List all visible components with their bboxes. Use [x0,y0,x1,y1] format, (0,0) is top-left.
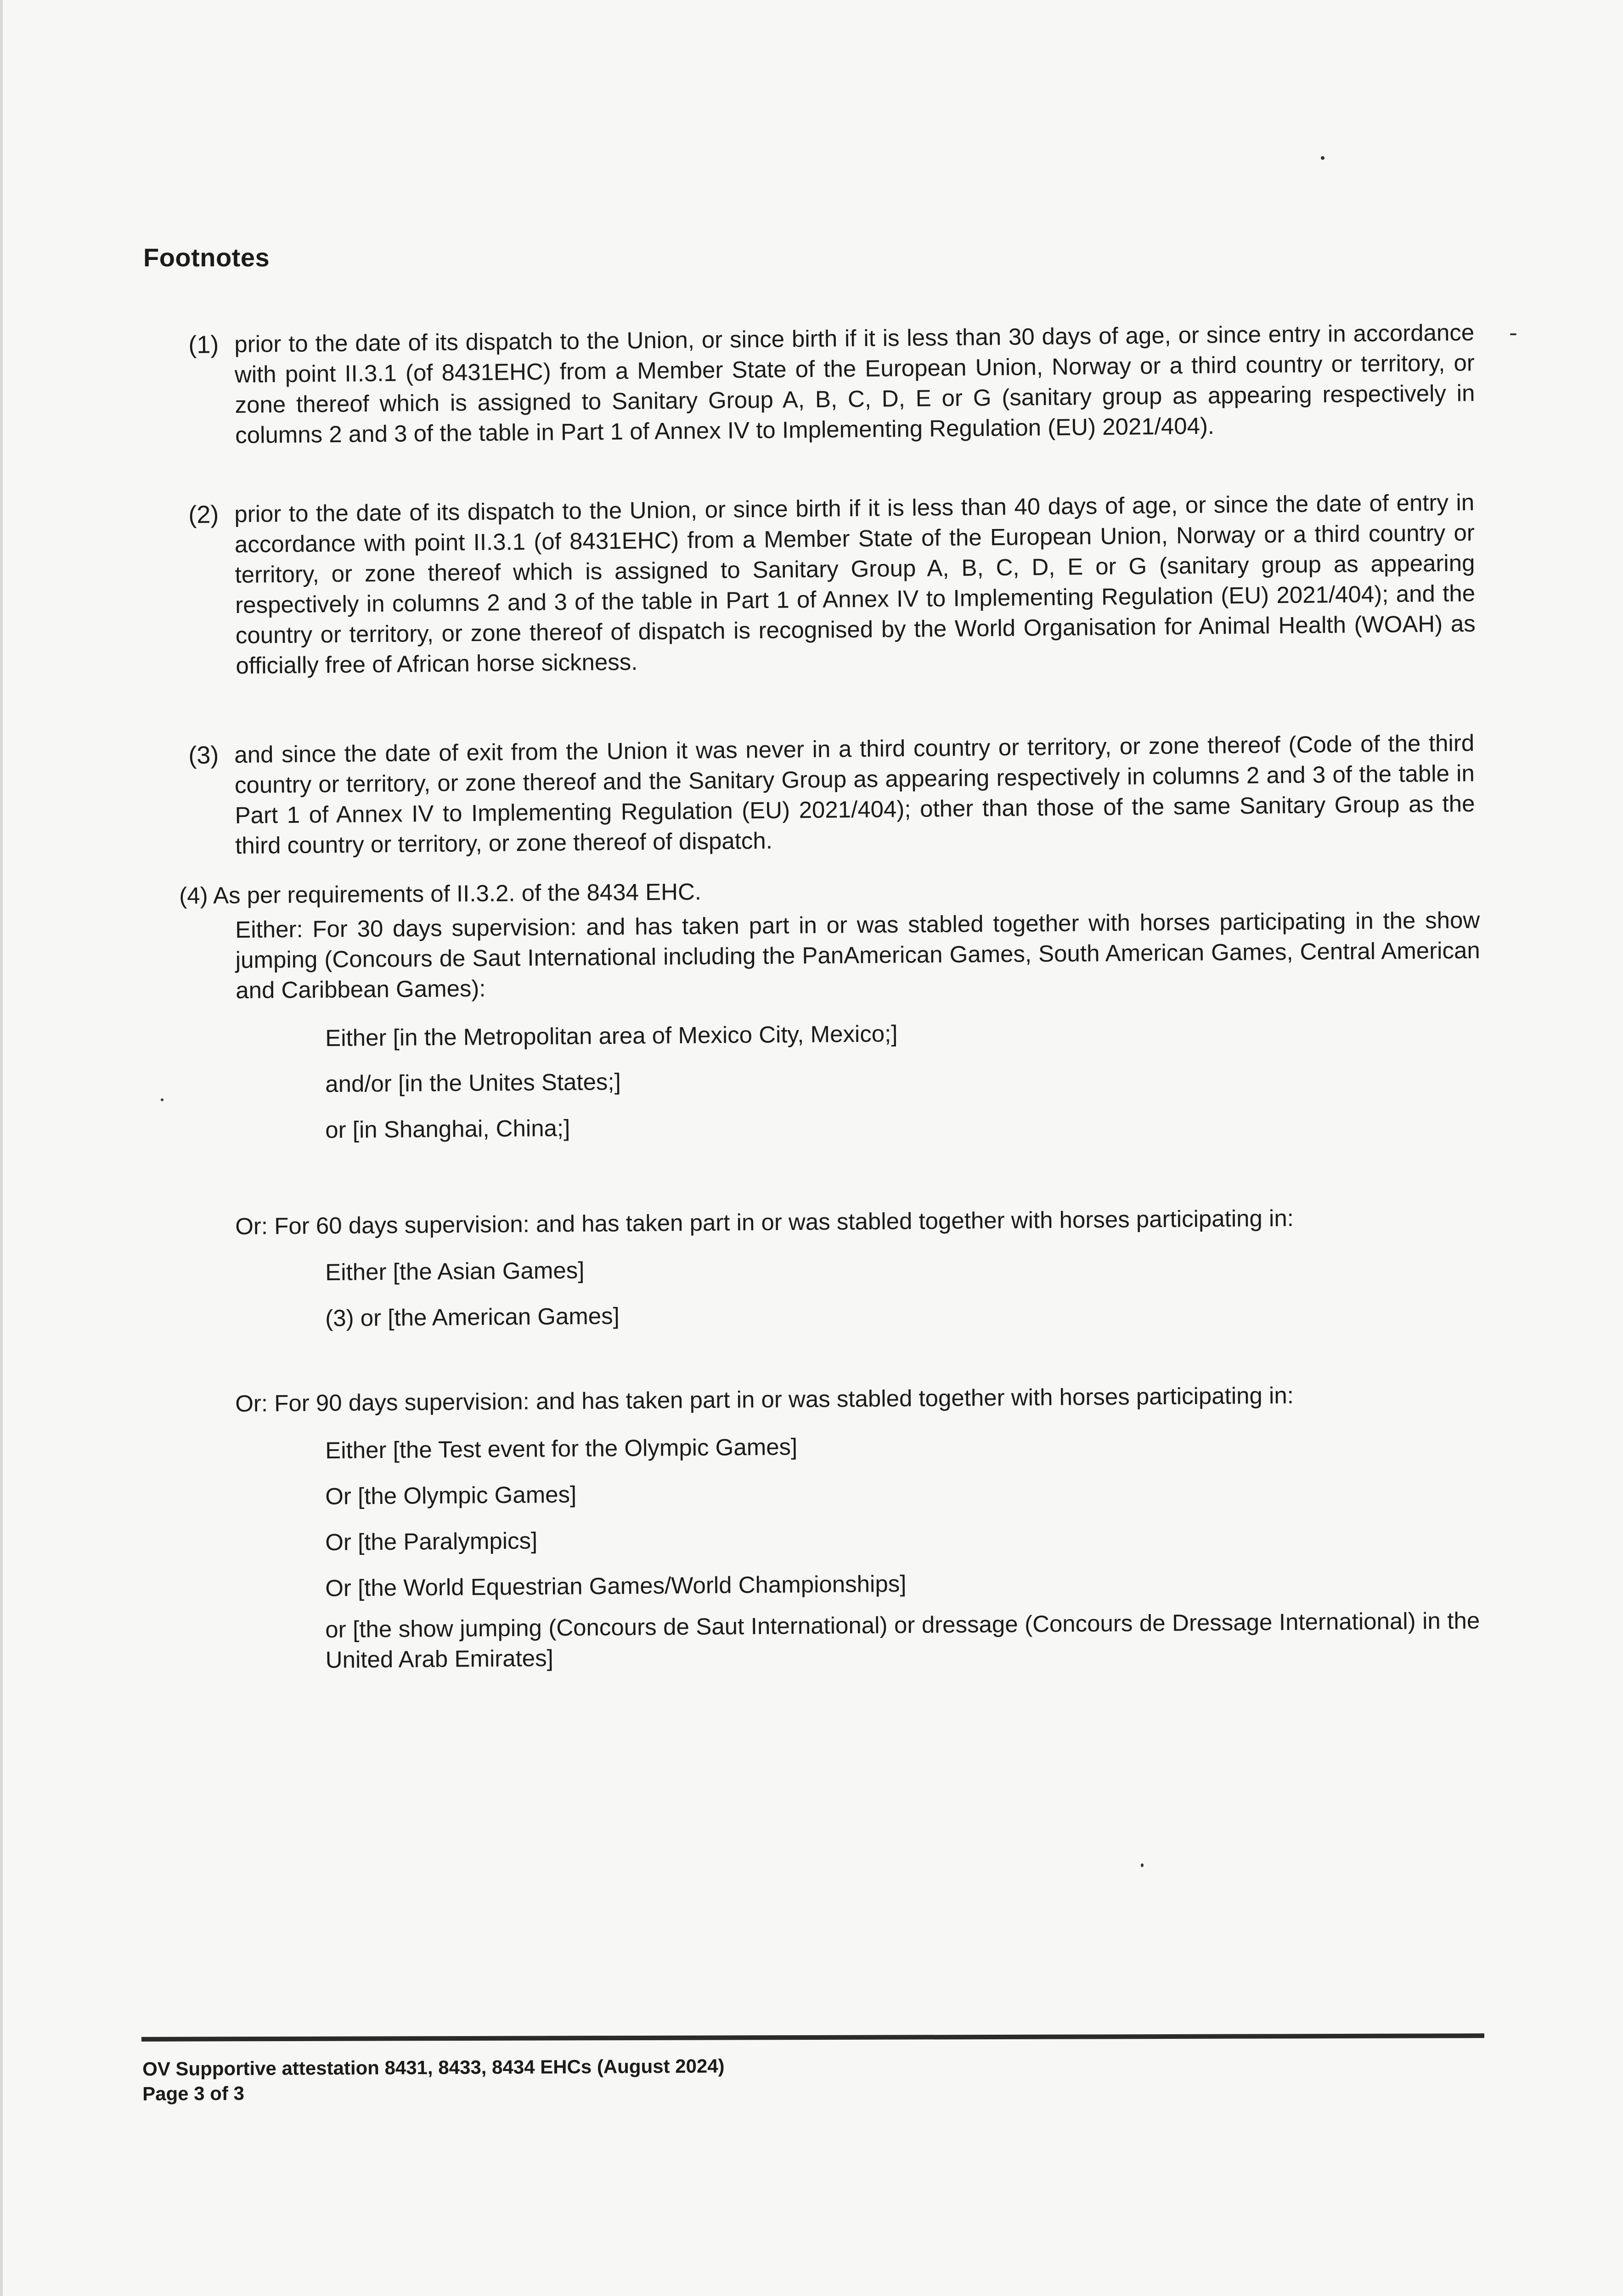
footnote-text: prior to the date of its dispatch to the Union, or since birth if it is less than 30 days of age, or since entry in accordance with point II.3.1 (of 8431EHC) from a Member State of the European Union, Norway or a third country or territory, or zone thereof which is assigned to Sanitary Group A, B, C, D, E or G (sanitary group as appearing respectively in columns 2 and 3 of the table in Part 1 of Annex IV to Implementing Regulation (EU) 2021/404). [234,319,1475,449]
group90-item: Or [the Olympic Games] [325,1481,577,1509]
footnote-number: (3) [188,741,219,769]
footnote-text: and since the date of exit from the Union it was never in a third country or territory, or zone thereof (Code of the third country or territory, or zone thereof and the Sanitary Group as appearing respectively in columns 2 and 3 of the table in Part 1 of Annex IV to Implementing Regulation (EU) 2021/404); other than those of the same Sanitary Group as the third country or territory, or zone thereof of dispatch. [234,730,1475,859]
group30-item: Either [in the Metropolitan area of Mexico City, Mexico;] [325,1020,898,1051]
group90-item: Or [the World Equestrian Games/World Championships] [325,1570,907,1601]
scan-speck [1141,1863,1144,1867]
group30-item: or [in Shanghai, China;] [325,1114,570,1143]
supervision-90-intro: Or: For 90 days supervision: and has taken part in or was stabled together with horses participating in: [235,1382,1294,1417]
footer-page-number: Page 3 of 3 [142,2082,245,2105]
footer-rule [141,2033,1484,2042]
footer-attestation: OV Supportive attestation 8431, 8433, 8434 EHCs (August 2024) [142,2055,725,2080]
scan-speck [1321,156,1324,160]
group90-item-uae: or [the show jumping (Concours de Saut International) or dressage (Concours de Dressage International) in the United Arab Emirates] [325,1607,1480,1673]
footnote-number: (2) [188,501,219,529]
group90-item: Either [the Test event for the Olympic Games] [325,1433,798,1463]
group30-item: and/or [in the Unites States;] [325,1068,621,1097]
supervision-60-intro: Or: For 60 days supervision: and has taken part in or was stabled together with horses participating in: [235,1204,1294,1239]
footnote-4-title: (4) As per requirements of II.3.2. of the 8434 EHC. [179,878,702,909]
scan-speck [1510,333,1516,335]
group60-item: Either [the Asian Games] [325,1257,585,1285]
group90-item: Or [the Paralympics] [325,1527,538,1555]
group60-item: (3) or [the American Games] [325,1302,620,1331]
scan-edge [0,0,3,2296]
scan-speck [161,1098,163,1101]
footnote-number: (1) [188,331,219,359]
supervision-30-intro: Either: For 30 days supervision: and has taken part in or was stabled together with horses participating in the show jumping (Concours de Saut International including the PanAmerican Games, South American Games, Central American and Caribbean Games): [235,906,1480,1003]
footnote-text: prior to the date of its dispatch to the Union, or since birth if it is less than 40 days of age, or since the date of entry in accordance with point II.3.1 (of 8431EHC) from a Member State of the European Union, Norway or a third country or territory, or zone thereof which is assigned to Sanitary Group A, B, C, D, E or G (sanitary group as appearing respectively in columns 2 and 3 of the table in Part 1 of Annex IV to Implementing Regulation (EU) 2021/404); and the country or territory, or zone thereof of dispatch is recognised by the World Organisation for Animal Health (WOAH) as officially free of African horse sickness. [234,489,1476,679]
footnotes-heading: Footnotes [143,243,270,272]
